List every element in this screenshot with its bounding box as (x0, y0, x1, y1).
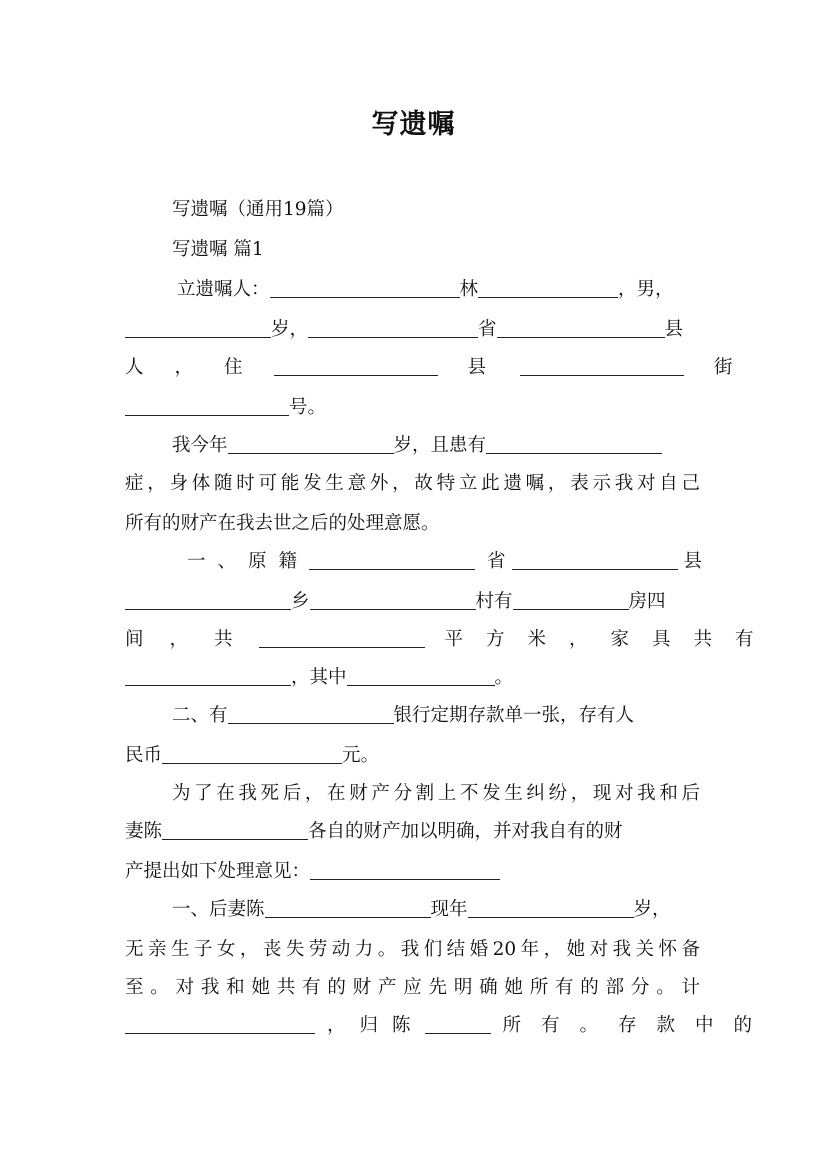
paragraph-line (125, 658, 700, 698)
text: 一、原籍 (187, 551, 310, 572)
paragraph-line (125, 270, 700, 310)
text: 各自的财产加以明确，并对我自有的财 (308, 821, 623, 842)
paragraph-line (125, 426, 700, 466)
fill-in-blank (228, 701, 394, 724)
fill-in-blank (162, 817, 308, 840)
text: 县 (683, 551, 703, 572)
fill-in-blank (125, 1011, 315, 1034)
fill-in-blank (265, 895, 431, 918)
text: 我今年 (172, 435, 228, 456)
text: 省 (478, 319, 497, 340)
text: 省 (487, 551, 506, 572)
fill-in-blank (270, 275, 460, 298)
text: 人，住 (125, 357, 274, 378)
text: ，其中 (291, 667, 347, 688)
text: 。 (494, 667, 514, 688)
text: 二、有 (172, 705, 228, 726)
text: 房四 (628, 591, 666, 612)
fill-in-blank (425, 1011, 491, 1034)
text: ，男， (618, 279, 674, 300)
paragraph-line (125, 542, 703, 582)
paragraph-line (125, 620, 777, 660)
document-subtitle: 写遗嘱（通用19篇） (172, 199, 344, 220)
paragraph-line (125, 388, 700, 428)
paragraph-line: 所有的财产在我去世之后的处理意愿。 (125, 513, 440, 534)
fill-in-blank (125, 393, 289, 416)
text: 平方米，家具共有 (444, 629, 777, 650)
paragraph-line: 至。对我和她共有的财产应先明确她所有的部分。计 (125, 977, 700, 998)
text: 元。 (342, 745, 380, 766)
paragraph-line (125, 1006, 773, 1046)
paragraph-line (125, 582, 700, 622)
text: 县 (467, 357, 487, 378)
paragraph-line (125, 852, 700, 892)
paragraph-line (125, 736, 700, 776)
fill-in-blank (478, 275, 618, 298)
text: 岁，且患有 (393, 435, 487, 456)
text: 街 (714, 357, 733, 378)
text: 岁， (633, 899, 671, 920)
fill-in-blank (125, 587, 291, 610)
fill-in-blank (497, 315, 665, 338)
fill-in-blank (228, 431, 394, 454)
text: 村有 (475, 591, 513, 612)
text: 林 (459, 279, 479, 300)
paragraph-line (125, 348, 733, 388)
fill-in-blank (309, 547, 475, 570)
paragraph-line (125, 812, 700, 852)
fill-in-blank (125, 663, 291, 686)
text: 所有。存款中的 (502, 1015, 773, 1036)
text: 产提出如下处理意见： (125, 861, 311, 882)
fill-in-blank (310, 857, 500, 880)
fill-in-blank (512, 547, 678, 570)
text: 现年 (430, 899, 468, 920)
text: 间，共 (125, 629, 259, 650)
paragraph-line: 症，身体随时可能发生意外，故特立此遗嘱，表示我对自己 (125, 473, 700, 494)
text: 一、后妻陈 (172, 899, 265, 920)
fill-in-blank (259, 625, 425, 648)
text: 号。 (289, 397, 327, 418)
fill-in-blank (468, 895, 634, 918)
document-title: 写遗嘱 (371, 109, 456, 140)
paragraph-line (125, 890, 700, 930)
fill-in-blank (125, 315, 271, 338)
text: ，归陈 (327, 1015, 425, 1036)
text: 乡 (291, 591, 310, 612)
paragraph-line (125, 696, 700, 736)
text: 银行定期存款单一张，存有人 (393, 705, 635, 726)
text: 立遗嘱人： (177, 279, 270, 300)
fill-in-blank (513, 587, 629, 610)
paragraph-line: 为了在我死后，在财产分割上不发生纠纷，现对我和后 (172, 783, 700, 804)
text: 县 (664, 319, 684, 340)
text: 民币 (125, 745, 163, 766)
text: 岁， (271, 319, 309, 340)
text: 妻陈 (125, 821, 163, 842)
fill-in-blank (162, 741, 342, 764)
paragraph-line: 无亲生子女，丧失劳动力。我们结婚20年，她对我关怀备 (125, 939, 700, 960)
fill-in-blank (347, 663, 495, 686)
fill-in-blank (520, 353, 684, 376)
fill-in-blank (308, 315, 478, 338)
paragraph-line (125, 310, 700, 350)
fill-in-blank (486, 431, 662, 454)
section-heading: 写遗嘱 篇1 (172, 239, 264, 260)
fill-in-blank (310, 587, 476, 610)
fill-in-blank (274, 353, 438, 376)
